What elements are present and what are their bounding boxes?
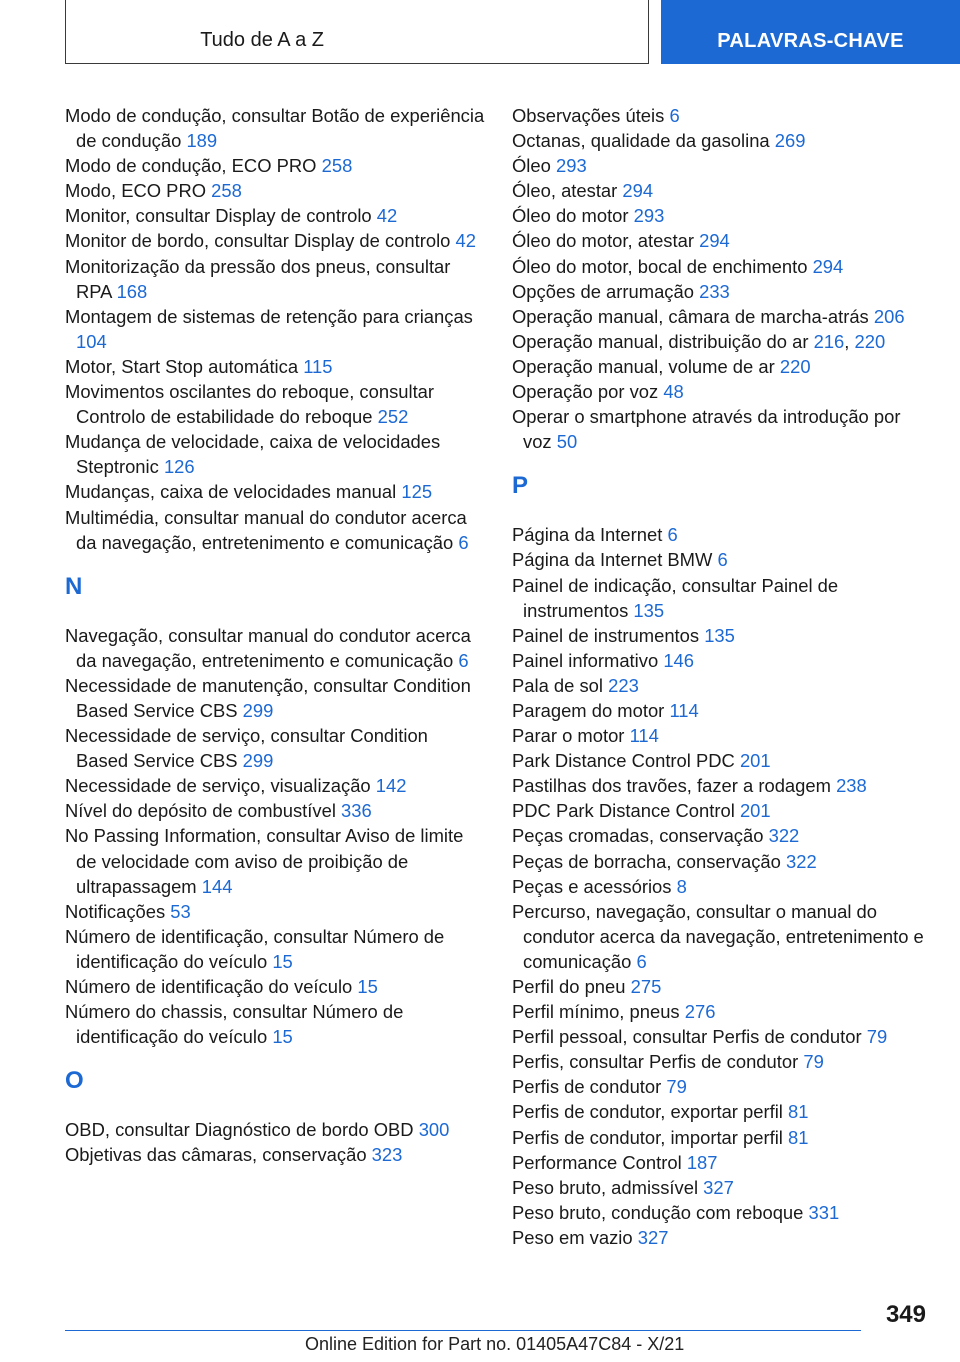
page-reference-link[interactable]: 322	[786, 850, 817, 872]
page-reference-link[interactable]: 135	[704, 624, 735, 646]
index-term: Óleo do motor	[512, 205, 629, 227]
page-reference-link[interactable]: 327	[703, 1176, 734, 1198]
index-term: Necessidade de serviço, consultar Condition Based Service CBS	[65, 725, 428, 772]
page-reference-link[interactable]: 6	[717, 549, 728, 571]
index-term: Octanas, qualidade da gasolina	[512, 130, 770, 152]
index-entry	[65, 899, 485, 924]
index-term: Peso bruto, condução com reboque	[512, 1201, 804, 1223]
index-entry	[512, 522, 932, 547]
index-term: Operação por voz	[512, 381, 659, 403]
index-entry	[512, 1099, 932, 1124]
index-entry	[512, 153, 932, 178]
index-entry	[512, 648, 932, 673]
index-term: Park Distance Control PDC	[512, 750, 735, 772]
index-entry	[512, 1175, 932, 1200]
index-entry	[65, 924, 485, 974]
page-reference-link[interactable]: 189	[186, 130, 218, 152]
index-term: Perfil pessoal, consultar Perfis de condutor	[512, 1026, 862, 1048]
index-term: Perfis, consultar Perfis de condutor	[512, 1051, 799, 1073]
page-reference-link[interactable]: 15	[272, 1026, 293, 1048]
index-term: Perfis de condutor, importar perfil	[512, 1126, 783, 1148]
index-term: Operação manual, distribuição do ar	[512, 330, 809, 352]
index-entry	[65, 1117, 485, 1142]
page-reference-link[interactable]: 15	[357, 976, 378, 997]
page-reference-link[interactable]: 220	[779, 355, 811, 377]
page-reference-link[interactable]: 336	[341, 800, 372, 822]
index-entry	[65, 723, 485, 773]
page-reference-link[interactable]: 81	[788, 1101, 809, 1123]
index-term: Mudanças, caixa de velocidades manual	[65, 481, 397, 503]
page-reference-link[interactable]: 327	[637, 1226, 669, 1248]
page-reference-link[interactable]: 142	[375, 775, 407, 797]
index-entry	[512, 178, 932, 203]
page-reference-link[interactable]: 294	[622, 180, 654, 202]
page-reference-link[interactable]: 269	[774, 130, 806, 152]
page-reference-link[interactable]: 146	[663, 649, 694, 671]
index-entry	[512, 573, 932, 623]
index-column-left	[65, 103, 485, 1167]
page-reference-link[interactable]: 323	[371, 1144, 403, 1166]
index-entry	[65, 103, 485, 153]
page-reference-link[interactable]: 258	[321, 155, 353, 177]
keywords-tab-label: PALAVRAS-CHAVE	[717, 29, 904, 52]
index-entry	[65, 1142, 485, 1167]
page-reference-link[interactable]: 293	[555, 155, 587, 177]
page-reference-link[interactable]: 135	[633, 599, 665, 621]
page-reference-link[interactable]: 258	[211, 180, 242, 202]
page-reference-link[interactable]: 114	[629, 725, 659, 747]
index-term: Parar o motor	[512, 725, 625, 747]
index-term: Modo de condução, consultar Botão de experiência de condução	[65, 105, 485, 152]
index-term: PDC Park Distance Control	[512, 800, 735, 822]
index-term: Modo de condução, ECO PRO	[65, 155, 317, 177]
page-reference-link[interactable]: 293	[633, 205, 665, 227]
index-entry	[512, 698, 932, 723]
index-entry	[512, 128, 932, 153]
index-entry	[512, 228, 932, 253]
index-term: Número de identificação, consultar Número de identificação do veículo	[65, 925, 445, 972]
index-entry	[65, 354, 485, 379]
index-term: Monitorização da pressão dos pneus, consultar RPA	[65, 255, 451, 302]
index-entry	[512, 103, 932, 128]
index-entry	[512, 723, 932, 748]
page-reference-link[interactable]: 299	[242, 750, 274, 772]
index-entry	[65, 203, 485, 228]
page-reference-link[interactable]: 206	[873, 305, 905, 327]
page-reference-link[interactable]: 6	[458, 531, 469, 553]
index-entry	[512, 547, 932, 572]
index-term: Pala de sol	[512, 674, 603, 696]
index-letter-heading: N	[65, 572, 83, 600]
index-entry	[65, 673, 485, 723]
index-entry	[65, 798, 485, 823]
page-reference-link[interactable]: 294	[699, 230, 730, 252]
index-entry	[512, 1074, 932, 1099]
index-term: Operar o smartphone através da introdução por voz	[512, 406, 901, 453]
index-term: Painel informativo	[512, 649, 659, 671]
page-reference-link[interactable]: 79	[866, 1026, 888, 1048]
index-term: Óleo do motor, atestar	[512, 230, 694, 252]
page-reference-link[interactable]: 81	[788, 1126, 809, 1148]
index-term: Paragem do motor	[512, 699, 665, 721]
index-entry	[512, 1024, 932, 1049]
index-term: Perfis de condutor, exportar perfil	[512, 1101, 783, 1123]
index-term: Motor, Start Stop automática	[65, 355, 299, 377]
page-reference-link[interactable]: 144	[201, 875, 233, 897]
page-reference-link[interactable]: 331	[808, 1201, 840, 1223]
page-reference-link[interactable]: 275	[630, 976, 662, 997]
index-term: Número do chassis, consultar Número de identificação do veículo	[65, 1001, 404, 1048]
index-term: Modo, ECO PRO	[65, 180, 207, 202]
page-reference-link[interactable]: 276	[684, 1001, 716, 1023]
index-term: Óleo	[512, 155, 551, 177]
page-reference-link[interactable]: 220	[854, 330, 886, 352]
index-entry	[65, 479, 485, 504]
page-reference-link[interactable]: 125	[401, 481, 433, 503]
index-entry	[65, 974, 485, 999]
page-reference-link[interactable]: 233	[699, 280, 730, 302]
index-entry	[512, 748, 932, 773]
index-entry	[512, 899, 932, 974]
index-entry	[512, 1150, 932, 1175]
page-reference-link[interactable]: 6	[636, 950, 647, 972]
page-reference-link[interactable]: 187	[686, 1151, 718, 1173]
index-term: Operação manual, volume de ar	[512, 355, 775, 377]
index-term: Performance Control	[512, 1151, 682, 1173]
index-entry	[65, 178, 485, 203]
index-entry	[512, 798, 932, 823]
index-letter-heading: O	[65, 1067, 84, 1095]
index-entry	[512, 203, 932, 228]
index-term: Nível do depósito de combustível	[65, 800, 336, 822]
index-term: Operação manual, câmara de marcha-atrás	[512, 305, 869, 327]
page-reference-link[interactable]: 42	[376, 205, 398, 227]
index-entry	[65, 379, 485, 429]
index-entry	[512, 849, 932, 874]
index-term: Necessidade de manutenção, consultar Condition Based Service CBS	[65, 674, 471, 721]
index-term: Página da Internet BMW	[512, 549, 713, 571]
index-entry	[512, 1225, 932, 1250]
page-reference-link[interactable]: 238	[836, 775, 867, 797]
index-entry	[512, 1200, 932, 1225]
index-entry	[65, 773, 485, 798]
keywords-tab[interactable]	[661, 0, 960, 64]
page-reference-link[interactable]: 223	[608, 674, 639, 696]
index-entry	[65, 505, 485, 555]
index-entry	[512, 254, 932, 279]
page-reference-link[interactable]: 294	[812, 255, 844, 277]
index-term: Opções de arrumação	[512, 280, 694, 302]
page-reference-link[interactable]: 8	[676, 875, 687, 897]
index-term: Mudança de velocidade, caixa de velocidades Steptronic	[65, 431, 441, 478]
page-reference-link[interactable]: 126	[163, 456, 195, 478]
index-term: Observações úteis	[512, 105, 665, 126]
index-term: Monitor, consultar Display de controlo	[65, 205, 372, 227]
page-reference-link[interactable]: 216	[813, 330, 845, 352]
index-term: OBD, consultar Diagnóstico de bordo OBD	[65, 1119, 414, 1141]
index-term: Peso em vazio	[512, 1226, 633, 1248]
index-term: No Passing Information, consultar Aviso de limite de velocidade com aviso de proibição de ultrapassagem	[65, 825, 464, 897]
index-entry	[512, 974, 932, 999]
index-letter-heading: P	[512, 472, 529, 500]
index-term: Perfil do pneu	[512, 976, 626, 997]
page-reference-link[interactable]: 252	[377, 406, 409, 428]
index-term: Painel de indicação, consultar Painel de instrumentos	[512, 574, 839, 621]
index-term: Montagem de sistemas de retenção para crianças	[65, 305, 473, 327]
page-reference-link[interactable]: 115	[303, 355, 333, 377]
page-reference-link[interactable]: 201	[739, 750, 771, 772]
index-term: Multimédia, consultar manual do condutor acerca da navegação, entretenimento e comunicação	[65, 506, 467, 553]
page-reference-link[interactable]: 299	[242, 699, 274, 721]
index-term: Perfis de condutor	[512, 1076, 662, 1098]
index-entry	[512, 304, 932, 329]
page-reference-link[interactable]: 53	[170, 900, 191, 922]
page-reference-link[interactable]: 168	[116, 280, 148, 302]
index-entry: Operação manual, distribuição do ar 216, 220	[512, 330, 886, 352]
page-reference-link[interactable]: 50	[556, 431, 578, 453]
page-reference-link[interactable]: 15	[272, 950, 293, 972]
index-term: Navegação, consultar manual do condutor acerca da navegação, entretenimento e comunicação	[65, 624, 471, 671]
page-reference-link[interactable]: 322	[768, 825, 800, 847]
index-term: Percurso, navegação, consultar o manual do condutor acerca da navegação, entretenimento e comunicação	[512, 900, 924, 972]
index-term: Peças e acessórios	[512, 875, 672, 897]
index-term: Objetivas das câmaras, conservação	[65, 1144, 367, 1166]
index-entry	[512, 773, 932, 798]
page-reference-link[interactable]: 104	[76, 330, 107, 352]
index-entry	[65, 153, 485, 178]
page-reference-link[interactable]: 6	[458, 649, 469, 671]
index-entry	[512, 623, 932, 648]
index-term: Óleo do motor, bocal de enchimento	[512, 255, 808, 277]
index-term: Página da Internet	[512, 524, 663, 546]
footer-edition: Online Edition for Part no. 01405A47C84 - X/21	[305, 1334, 685, 1354]
index-entry	[512, 279, 932, 304]
page-reference-link[interactable]: 6	[669, 105, 680, 126]
page-reference-link[interactable]: 79	[666, 1076, 687, 1098]
index-entry	[512, 874, 932, 899]
index-term: Número de identificação do veículo	[65, 976, 353, 997]
index-entry	[65, 304, 485, 354]
index-term: Pastilhas dos travões, fazer a rodagem	[512, 775, 831, 797]
page-reference-link[interactable]: 48	[663, 381, 684, 403]
page-reference-link[interactable]: 201	[739, 800, 771, 822]
index-term: Peças de borracha, conservação	[512, 850, 781, 872]
index-term: Óleo, atestar	[512, 180, 618, 202]
index-entry	[65, 429, 485, 479]
header-frame	[65, 0, 649, 64]
index-term: Peso bruto, admissível	[512, 1176, 699, 1198]
index-entry	[512, 379, 932, 404]
index-term: Monitor de bordo, consultar Display de controlo	[65, 230, 451, 252]
index-term: Perfil mínimo, pneus	[512, 1001, 680, 1023]
index-entry	[512, 1125, 932, 1150]
page-reference-link[interactable]: 42	[455, 230, 476, 252]
page-number: 349	[885, 1301, 926, 1328]
index-entry	[512, 999, 932, 1024]
page-reference-link[interactable]: 114	[669, 699, 699, 721]
index-term: Peças cromadas, conservação	[512, 825, 764, 847]
footer-divider	[65, 1330, 861, 1331]
page-reference-link[interactable]: 300	[418, 1119, 450, 1141]
index-entry	[512, 404, 932, 454]
index-entry	[65, 623, 485, 673]
section-title: Tudo de A a Z	[200, 29, 324, 51]
index-term: Notificações	[65, 900, 166, 922]
index-term: Movimentos oscilantes do reboque, consultar Controlo de estabilidade do reboque	[65, 381, 435, 428]
index-column-right	[512, 103, 932, 1250]
page-reference-link[interactable]: 79	[803, 1051, 824, 1073]
index-entry	[512, 823, 932, 848]
index-term: Necessidade de serviço, visualização	[65, 775, 371, 797]
index-entry	[65, 228, 485, 253]
index-entry	[512, 354, 932, 379]
index-entry	[65, 823, 485, 898]
index-term: Painel de instrumentos	[512, 624, 700, 646]
index-entry	[512, 1049, 932, 1074]
page-reference-link[interactable]: 6	[667, 524, 678, 546]
index-entry	[65, 254, 485, 304]
index-entry	[512, 673, 932, 698]
index-entry	[65, 999, 485, 1049]
